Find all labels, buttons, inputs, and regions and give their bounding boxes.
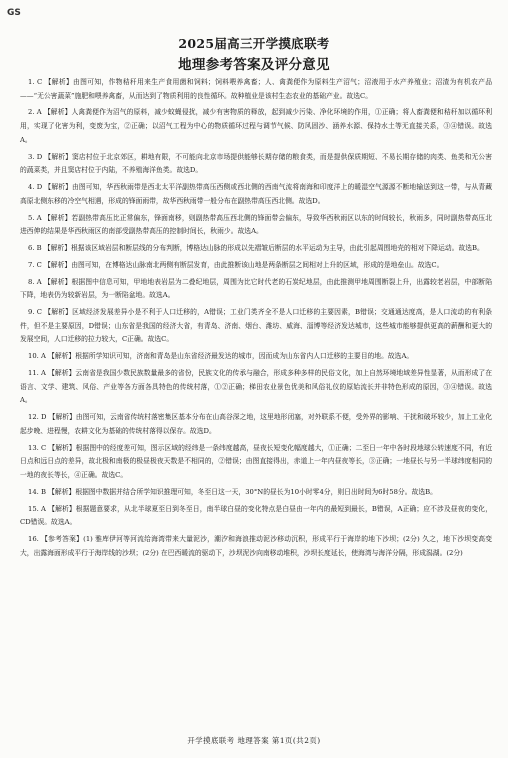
- answer-item: 1. C 【解析】由图可知，作物秸秆用来生产食用菌和饲料；饲料喂养禽畜；人、禽粪便作为原料生产沼气；沼液用于水产养殖业；沼渣为有机农产品——“无公害蔬菜”施肥和喂养禽畜，从而达到了物质利用的良性循环。故种植业是该村生态农业的基础产业。故选C。: [20, 78, 492, 100]
- answer-item: 15. A 【解析】根据题意要求，从北半球夏至日到冬至日，南半球白昼的变化特点是白昼由一年内的最短到最长，B错误，A正确；应不涉及昼夜的变化，CD错误。故选A。: [20, 504, 492, 527]
- answer-item: 5. A 【解析】若副热带高压比正常偏东，锋面南移，则副热带高压西北侧的锋面带会偏东，导致华西秋雨区以东的时间较长，秋雨多，同时副热带高压北进西伸的结果是华西秋雨区的南部受副热带高压的控制时间长，秋雨少。故选A。: [20, 213, 492, 236]
- exam-title: 2025届高三开学摸底联考: [178, 36, 330, 51]
- answer-item: 3. D 【解析】窦店村位于北京郊区，耕地有限，不可能向北京市场提供能够长期存储的粮食类，而是提供保质期短、不易长期存储的肉类、鱼类和无公害的蔬菜类，并且窦店村位于内陆，不养殖海洋鱼类。故选D。: [20, 152, 492, 175]
- answer-item: 8. A 【解析】根据图中信息可知，甲地地表岩层为二叠纪地层，周围为比它时代老的石炭纪地层，由此推测甲地周围断裂上升，出露较老岩层，中部断陷下降，地表仍为较新岩层，为一断陷盆地。故选A。: [20, 277, 492, 300]
- answer-list: [20, 76, 492, 564]
- answer-item: 13. C 【解析】根据图中的经度差可知，图示区域的经纬是一条纬度越高，昼夜长短变化幅度越大，①正确；二至日一年中各时段地球公转速度不同，有近日点和远日点的差异，故北极和南极的极昼极夜天数是不相同的，②错误；由图直接得出，赤道上一年内昼夜等长，③正确；一地昼长与另一半球纬度相同的一地的夜长等长，④正确。故选C。: [20, 443, 492, 479]
- answer-item: 14. B 【解析】根据图中数据并结合所学知识推理可知，冬至日这一天，30°N的昼长为10小时零4分，则日出时间为6时58分。故选B。: [28, 487, 437, 496]
- answer-item: 10. A 【解析】根据所学知识可知，济南和青岛是山东省经济最发达的城市，因而成为山东省内人口迁移的主要目的地。故选A。: [28, 352, 414, 361]
- answer-item: 7. C 【解析】由图可知，在博格达山脉南北两侧有断层发育，由此推断该山地是两条断层之间相对上升的区域，形成的是地垒山。故选C。: [28, 260, 444, 269]
- answer-item: 11. A 【解析】云南省是我国少数民族数量最多的省份，民族文化的传承与融合，形成多种多样的民俗文化，加上自然环境地域差异性显著，从而形成了在语言、文学、建筑、风俗、产业等各方面各具特色的传统村落，①②正确；梯田农业景色优美和风俗礼仪的原始流长并非特色形成的原因，③④错误。故选A。: [20, 369, 492, 405]
- answer-item: 9. C 【解析】区域经济发展差异小是不利于人口迁移的，A错误；工业门类齐全不是人口迁移的主要因素，B错误；交通通达度高，是人口流动的有利条件，但不是主要原因，D错误；山东省是我国的经济大省，有青岛、济南、烟台、潍坊、威海、淄博等经济发达城市，这些城市能够提供更高的薪酬和更大的发展空间，人口迁移的拉力较大，C正确。故选C。: [20, 308, 492, 344]
- answer-item: 2. A 【解析】人禽粪便作为沼气的原料，减少蚊蝇侵扰，减少有害物质的释放，起到减少污染、净化环境的作用，①正确；将人畜粪便和秸秆加以循环利用，实现了化害为利，变废为宝，②正确；以沼气工程为中心的物质循环过程与调节气候、防风固沙、涵养水源、保持水土等无直接关系，③④错误。故选A。: [20, 108, 492, 144]
- answer-item: 12. D 【解析】由图可知，云南省传统村落密集区基本分布在山高谷深之地，这里地形闭塞，对外联系不便，受外界的影响、干扰和破坏较少，加上工业化起步晚、进程慢，农耕文化为基础的传统村落得以保存。故选D。: [20, 413, 492, 435]
- answer-item: 16. 【参考答案】(1) 雅库伊河等河流给海湾带来大量泥沙，潮汐和海浪推动泥沙移动沉积，形成平行于海岸的地下沙坝；(2分) 久之，地下沙坝变高变大，出露海面形成平行于海岸线的沙坝；(2分) 在巴西暖流的驱动下，沙坝泥沙向南移动堆积，沙坝长度延长，使海湾与海洋分隔，形成潟湖。(2分): [20, 535, 492, 557]
- answer-item: 6. B 【解析】根据该区域岩层和断层线的分布判断，博格达山脉的形成以先褶皱后断层的水平运动为主导，由此引起周围地壳的相对下降运动。故选B。: [28, 244, 484, 253]
- answer-item: 4. D 【解析】由图可知，华西秋雨带是西北太平洋副热带高压西侧或西北侧的西南气流将南海和印度洋上的暖湿空气源源不断地输送到这一带，与从青藏高原北侧东移的冷空气相遇，形成的锋面雨带，故华西秋雨带一般分布在副热带高压西北侧。故选D。: [20, 183, 492, 205]
- document-subtitle: 地理参考答案及评分意见: [178, 57, 330, 73]
- page-footer: 开学摸底联考 地理答案 第1页(共2页): [187, 736, 321, 745]
- publisher-logo: GS: [7, 8, 21, 18]
